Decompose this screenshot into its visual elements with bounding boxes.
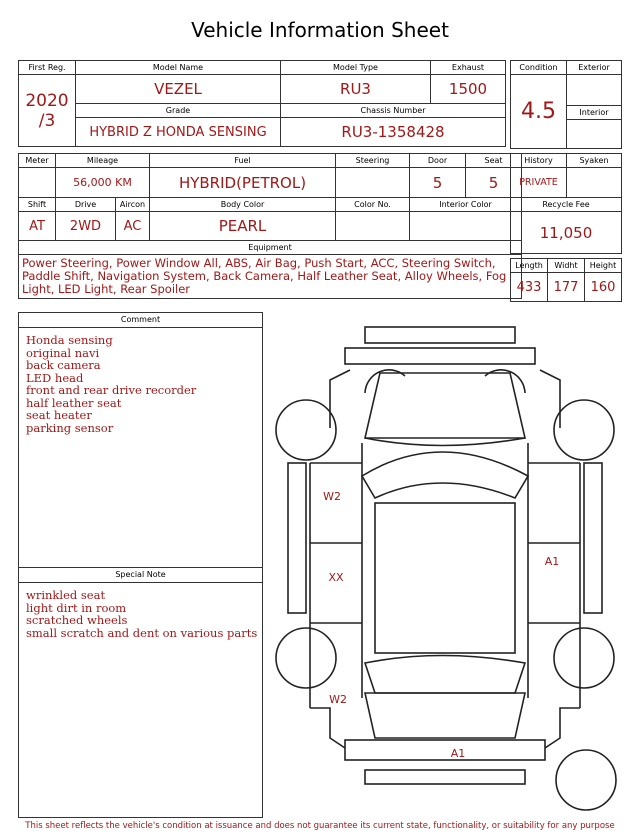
left-rear-wheel (276, 628, 336, 688)
drive-label: Drive (56, 198, 116, 212)
mileage-value: 56,000 KM (56, 168, 150, 198)
model-name-label: Model Name (76, 61, 281, 75)
color-no-label: Color No. (336, 198, 410, 212)
damage-left-front-door: W2 (323, 490, 341, 503)
grade-value: HYBRID Z HONDA SENSING (76, 118, 281, 147)
seat-label: Seat (466, 154, 522, 168)
left-door-lines (310, 463, 362, 623)
height-label: Height (585, 259, 622, 273)
vehicle-detail-table (18, 153, 522, 299)
width-label: Widht (548, 259, 585, 273)
right-door-lines (528, 463, 580, 623)
damage-left-rear-quarter: W2 (329, 693, 347, 706)
hood-panel (365, 373, 525, 438)
left-front-wheel (276, 400, 336, 460)
right-rear-wheel (554, 628, 614, 688)
trunk-lid (365, 693, 525, 738)
damage-left-rear-door: XX (328, 571, 344, 584)
damage-rear-bumper: A1 (450, 747, 466, 760)
door-value: 5 (410, 168, 466, 198)
condition-table (510, 60, 622, 149)
body-color-label: Body Color (150, 198, 336, 212)
length-value: 433 (511, 273, 548, 302)
special-note-label: Special Note (19, 568, 262, 583)
drive-value: 2WD (56, 212, 116, 241)
color-no-value (336, 212, 410, 241)
grade-label: Grade (76, 104, 281, 118)
special-note-box (18, 567, 263, 818)
syaken-value (567, 168, 622, 198)
height-value: 160 (585, 273, 622, 302)
disclaimer-footer: This sheet reflects the vehicle's condition at issuance and does not guarantee its current state, functionality, or suitability for any purpose (25, 821, 615, 831)
windshield (362, 452, 528, 498)
comment-box (18, 312, 263, 568)
right-front-wheel (554, 400, 614, 460)
comment-text: Honda sensing original navi back camera LED head front and rear drive recorder half leather seat seat heater parking sensor (26, 333, 197, 435)
history-table (510, 153, 622, 254)
front-fenders (330, 370, 560, 428)
mileage-label: Mileage (56, 154, 150, 168)
rear-window (365, 656, 525, 694)
exterior-label: Exterior (567, 61, 622, 75)
chassis-number-label: Chassis Number (281, 104, 506, 118)
shift-label: Shift (19, 198, 56, 212)
special-note-text: wrinkled seat light dirt in room scratched wheels small scratch and dent on various parts (26, 588, 258, 640)
history-label: History (511, 154, 567, 168)
length-label: Length (511, 259, 548, 273)
steering-value (336, 168, 410, 198)
exhaust-label: Exhaust (431, 61, 506, 75)
first-reg-label: First Reg. (19, 61, 76, 75)
interior-color-value (410, 212, 522, 241)
condition-score: 4.5 (511, 75, 567, 149)
interior-label: Interior (567, 106, 622, 120)
aircon-value: AC (116, 212, 150, 241)
interior-color-label: Interior Color (410, 198, 522, 212)
fuel-label: Fuel (150, 154, 336, 168)
model-type-label: Model Type (281, 61, 431, 75)
roof-panel (375, 503, 515, 653)
right-side-sill (584, 463, 602, 613)
page-title: Vehicle Information Sheet (191, 18, 449, 42)
shift-value: AT (19, 212, 56, 241)
front-bumper-bar (365, 327, 515, 343)
rear-bumper (345, 740, 545, 760)
front-bumper (345, 348, 535, 364)
exhaust-value: 1500 (431, 75, 506, 104)
rear-bumper-bar (365, 770, 525, 784)
condition-label: Condition (511, 61, 567, 75)
meter-value (19, 168, 56, 198)
rear-quarters (310, 708, 580, 748)
comment-label: Comment (19, 313, 262, 328)
right-side-outline (528, 443, 580, 708)
recycle-fee-value: 11,050 (511, 212, 622, 254)
syaken-label: Syaken (567, 154, 622, 168)
equipment-value: Power Steering, Power Window All, ABS, Air Bag, Push Start, ACC, Steering Switch, Paddle Shift, Navigation System, Back Camera, Half Leather Seat, Alloy Wheels, Fog Light, LED Light, Rear Spoiler (19, 255, 522, 299)
door-label: Door (410, 154, 466, 168)
seat-value: 5 (466, 168, 522, 198)
aircon-label: Aircon (116, 198, 150, 212)
meter-label: Meter (19, 154, 56, 168)
interior-value (567, 120, 622, 149)
first-reg-value: 2020 /3 (19, 75, 76, 147)
fuel-value: HYBRID(PETROL) (150, 168, 336, 198)
history-value: PRIVATE (511, 168, 567, 198)
damage-right-rear-door: A1 (544, 555, 560, 568)
hood-line (365, 438, 525, 446)
dimensions-table (510, 258, 622, 302)
spare-wheel (556, 750, 616, 810)
recycle-fee-label: Recycle Fee (511, 198, 622, 212)
steering-label: Steering (336, 154, 410, 168)
model-type-value: RU3 (281, 75, 431, 104)
vehicle-main-table (18, 60, 506, 147)
body-color-value: PEARL (150, 212, 336, 241)
equipment-label: Equipment (19, 241, 522, 255)
car-damage-diagram (270, 318, 630, 820)
model-name-value: VEZEL (76, 75, 281, 104)
exterior-value (567, 75, 622, 106)
width-value: 177 (548, 273, 585, 302)
left-side-sill (288, 463, 306, 613)
chassis-number-value: RU3-1358428 (281, 118, 506, 147)
